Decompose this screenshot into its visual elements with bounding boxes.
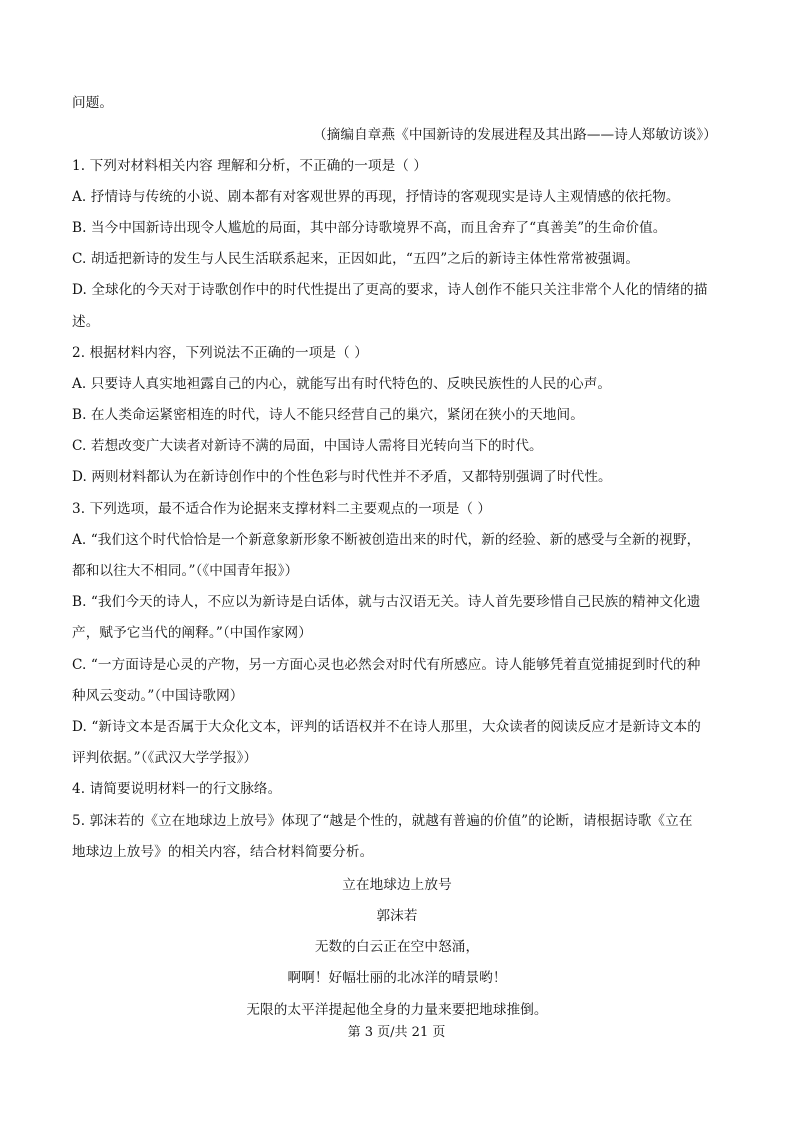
option-3c-cont: 种风云变动。”（中国诗歌网） (72, 688, 244, 704)
poem-line: 啊啊！好幅壮丽的北冰洋的晴景哟！ (287, 970, 507, 986)
poem-line: 无限的太平洋提起他全身的力量来要把地球推倒。 (246, 1002, 548, 1018)
question-1: 1. 下列对材料相关内容 理解和分析，不正确的一项是（ ） (72, 158, 428, 174)
source-citation: （摘编自章燕《中国新诗的发展进程及其出路——诗人郑敏访谈》） (312, 127, 717, 143)
option-1d-cont: 述。 (72, 314, 100, 330)
poem-line: 无数的白云正在空中怒涌， (314, 939, 480, 955)
option-1a: A. 抒情诗与传统的小说、剧本都有对客观世界的再现，抒情诗的客观现实是诗人主观情感的依托物。 (72, 189, 680, 205)
option-2a: A. 只要诗人真实地袒露自己的内心，就能写出有时代特色的、反映民族性的人民的心声。 (72, 376, 612, 392)
question-4: 4. 请简要说明材料一的行文脉络。 (72, 781, 282, 797)
question-3: 3. 下列选项，最不适合作为论据来支撑材料二主要观点的一项是（ ） (72, 501, 492, 517)
question-5-cont: 地球边上放号》的相关内容，结合材料简要分析。 (72, 844, 374, 860)
text-line: 问题。 (72, 95, 114, 111)
poem-author: 郭沫若 (376, 908, 418, 924)
option-1d: D. 全球化的今天对于诗歌创作中的时代性提出了更高的要求，诗人创作不能只关注非常个人化的情绪的描 (72, 282, 708, 298)
option-3d-cont: 评判依据。”（《武汉大学学报》） (72, 750, 258, 766)
option-3c: C. “一方面诗是心灵的产物，另一方面心灵也必然会对时代有所感应。诗人能够凭着直觉捕捉到时代的种 (72, 657, 701, 673)
option-3d: D. “新诗文本是否属于大众化文本，评判的话语权并不在诗人那里，大众读者的阅读反应才是新诗文本的 (72, 719, 701, 735)
option-3a-cont: 都和以往大不相同。”（《中国青年报》） (72, 563, 299, 579)
question-2: 2. 根据材料内容，下列说法不正确的一项是（ ） (72, 345, 368, 361)
page-number: 第 3 页/共 21 页 (347, 1025, 446, 1040)
poem-title: 立在地球边上放号 (342, 877, 452, 893)
option-1b: B. 当今中国新诗出现令人尴尬的局面，其中部分诗歌境界不高，而且舍弃了“真善美”的生命价值。 (72, 220, 667, 236)
option-2b: B. 在人类命运紧密相连的时代，诗人不能只经营自己的巢穴，紧闭在狭小的天地间。 (72, 407, 584, 423)
option-1c: C. 胡适把新诗的发生与人民生活联系起来，正因如此，“五四”之后的新诗主体性常常被强调。 (72, 251, 640, 267)
option-3b-cont: 产，赋予它当代的阐释。”（中国作家网） (72, 625, 312, 641)
option-3b: B. “我们今天的诗人，不应以为新诗是白话体，就与古汉语无关。诗人首先要珍惜自己民族的精神文化遗 (72, 594, 701, 610)
option-2c: C. 若想改变广大读者对新诗不满的局面，中国诗人需将目光转向当下的时代。 (72, 438, 543, 454)
option-3a: A. “我们这个时代恰恰是一个新意象新形象不断被创造出来的时代，新的经验、新的感受与全新的视野， (72, 532, 701, 548)
option-2d: D. 两则材料都认为在新诗创作中的个性色彩与时代性并不矛盾，又都特别强调了时代性。 (72, 469, 612, 485)
question-5: 5. 郭沫若的《立在地球边上放号》体现了“越是个性的，就越有普遍的价值”的论断，请根据诗歌《立在 (72, 813, 693, 829)
